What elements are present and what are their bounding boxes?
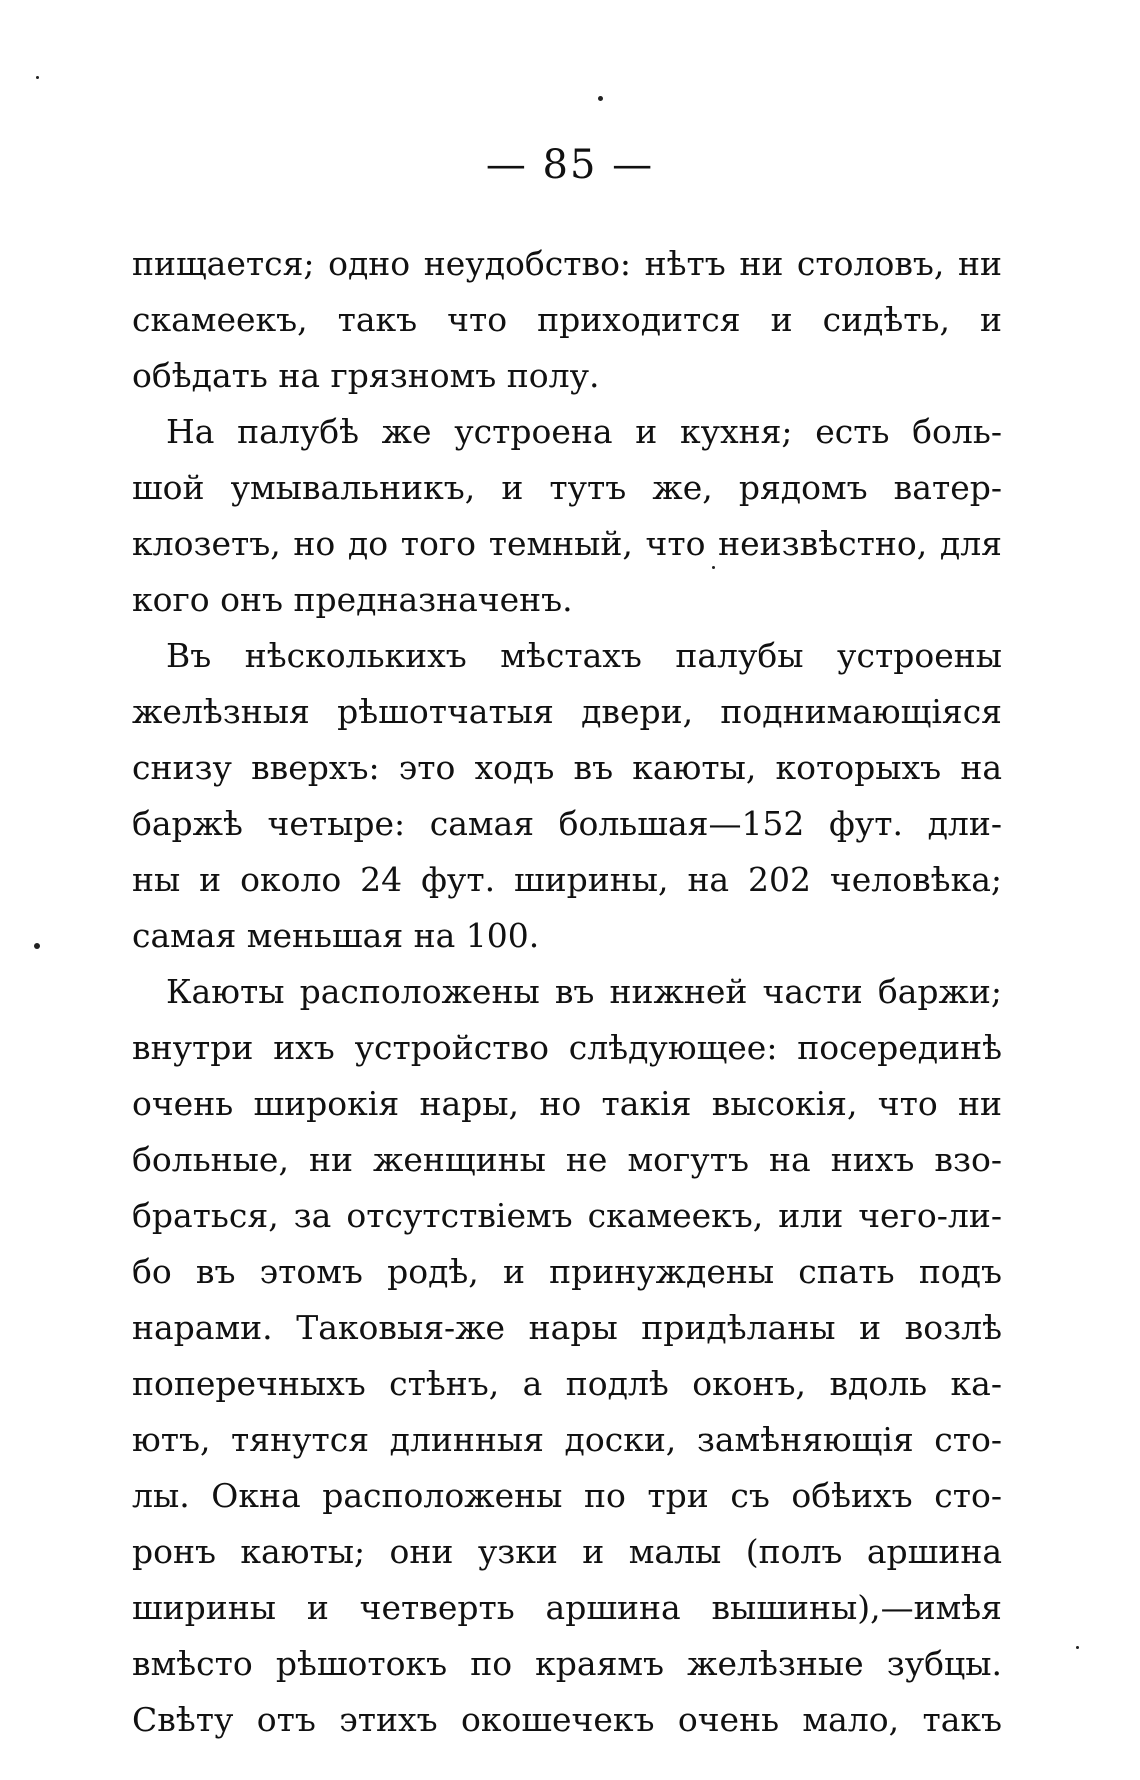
text-line: внутри ихъ устройство слѣдующее: посерединѣ [132, 1028, 1002, 1067]
scan-speck [1076, 1646, 1079, 1649]
paragraph-2 [132, 404, 1002, 628]
paragraph-1 [132, 236, 1002, 404]
text-line: вмѣсто рѣшотокъ по краямъ желѣзные зубцы. [132, 1644, 1002, 1683]
text-line: ширины и четверть аршина вышины),—имѣя [132, 1588, 1002, 1627]
text-line: ны и около 24 фут. ширины, на 202 человѣка; [132, 860, 1002, 899]
text-line: Въ нѣсколькихъ мѣстахъ палубы устроены [166, 636, 1002, 675]
scan-speck [598, 96, 603, 101]
text-line: Каюты расположены въ нижней части баржи; [166, 972, 1002, 1011]
scan-speck [712, 566, 715, 569]
text-line: обѣдать на грязномъ полу. [132, 356, 600, 395]
paragraph-3 [132, 628, 1002, 964]
text-line: скамеекъ, такъ что приходится и сидѣть, и [132, 300, 1002, 339]
text-line: браться, за отсутствіемъ скамеекъ, или чего-ли- [132, 1196, 1002, 1235]
page-number: — 85 — [485, 142, 655, 188]
text-line: самая меньшая на 100. [132, 916, 540, 955]
text-line: кого онъ предназначенъ. [132, 580, 573, 619]
text-line: снизу вверхъ: это ходъ въ каюты, которыхъ на [132, 748, 1002, 787]
text-line: нарами. Таковыя-же нары придѣланы и возлѣ [132, 1308, 1002, 1347]
text-line: поперечныхъ стѣнъ, а подлѣ оконъ, вдоль ка- [132, 1364, 1002, 1403]
scan-speck [34, 943, 40, 949]
text-line: бо въ этомъ родѣ, и принуждены спать подъ [132, 1252, 1002, 1291]
text-line: очень широкія нары, но такія высокія, что ни [132, 1084, 1002, 1123]
text-line: Свѣту отъ этихъ окошечекъ очень мало, такъ [132, 1700, 1002, 1739]
text-line: желѣзныя рѣшотчатыя двери, поднимающіяся [132, 692, 1002, 731]
body-text [132, 236, 1002, 1748]
text-line: баржѣ четыре: самая большая—152 фут. дли- [132, 804, 1002, 843]
text-line: больные, ни женщины не могутъ на нихъ взо- [132, 1140, 1002, 1179]
text-line: ютъ, тянутся длинныя доски, замѣняющія сто- [132, 1420, 1002, 1459]
scan-speck [36, 76, 39, 79]
text-line: клозетъ, но до того темный, что неизвѣстно, для [132, 524, 1002, 563]
text-line: шой умывальникъ, и тутъ же, рядомъ ватер- [132, 468, 1002, 507]
text-line: На палубѣ же устроена и кухня; есть боль- [166, 412, 1002, 451]
text-line: пищается; одно неудобство: нѣтъ ни столовъ, ни [132, 244, 1002, 283]
text-line: лы. Окна расположены по три съ обѣихъ сто- [132, 1476, 1002, 1515]
paragraph-4 [132, 964, 1002, 1748]
text-line: ронъ каюты; они узки и малы (полъ аршина [132, 1532, 1002, 1571]
